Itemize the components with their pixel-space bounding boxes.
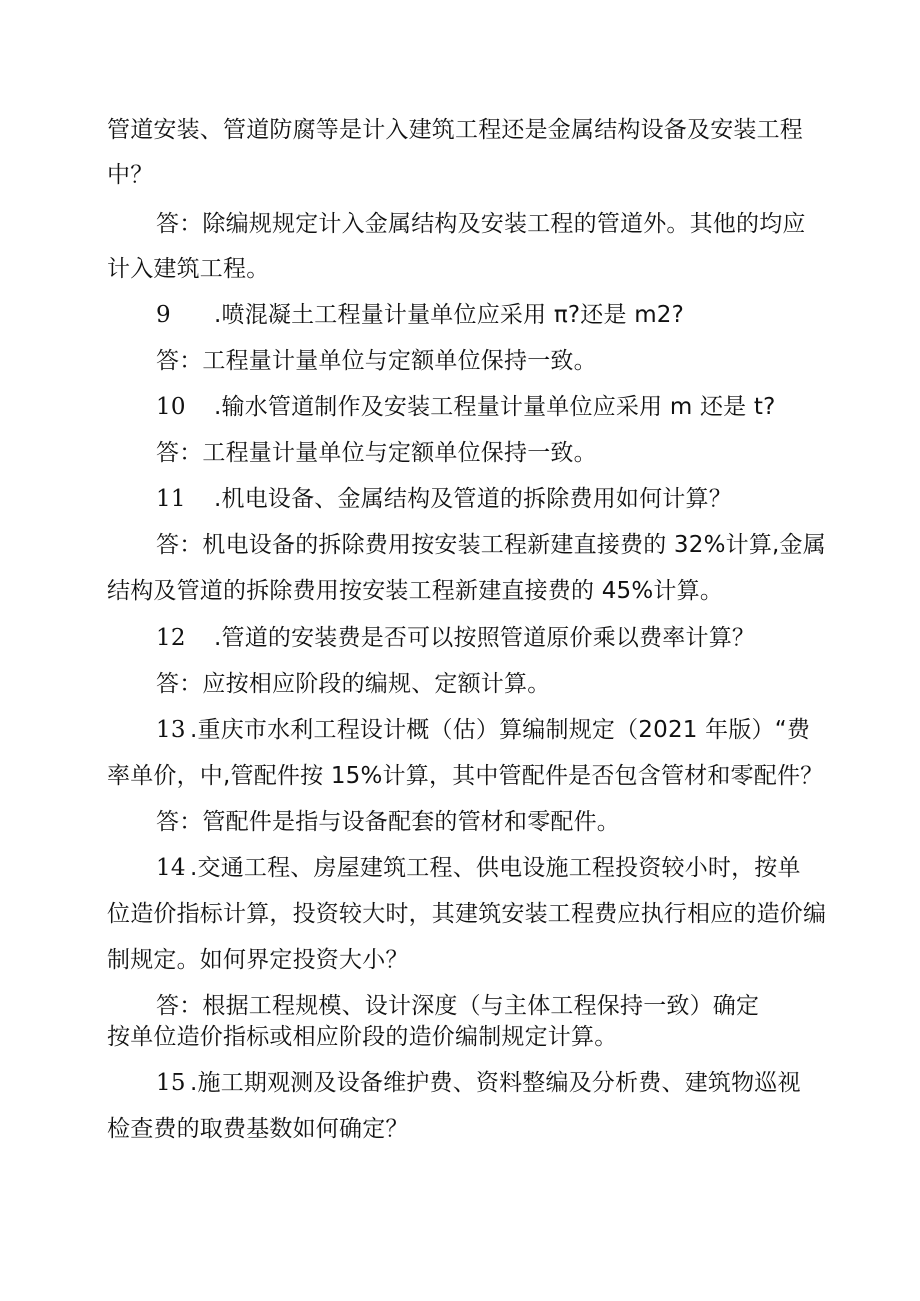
- text-line: 计入建筑工程。: [107, 256, 270, 282]
- answer-line: 答：除编规规定计入金属结构及安装工程的管道外。其他的均应: [156, 211, 806, 237]
- text-line: 检查费的取费基数如何确定？: [107, 1116, 409, 1142]
- question-15: [156, 1068, 801, 1098]
- question-text: .交通工程、房屋建筑工程、供电设施工程投资较小时，按单: [190, 855, 801, 881]
- text-line: 制规定。如何界定投资大小？: [107, 947, 409, 973]
- question-10: [156, 392, 775, 422]
- answer-line: 答：应按相应阶段的编规、定额计算。: [156, 671, 551, 697]
- question-text: .管道的安装费是否可以按照管道原价乘以费率计算？: [214, 625, 756, 651]
- question-number: 13: [156, 717, 186, 743]
- question-number: 15: [156, 1070, 186, 1096]
- answer-line: 答：工程量计量单位与定额单位保持一致。: [156, 440, 597, 466]
- answer-line: 答：根据工程规模、设计深度（与主体工程保持一致）确定: [156, 993, 760, 1019]
- question-number: 12: [156, 625, 186, 651]
- text-line: 位造价指标计算，投资较大时，其建筑安装工程费应执行相应的造价编: [107, 901, 827, 927]
- answer-line: 答：机电设备的拆除费用按安装工程新建直接费的 32%计算,金属: [156, 532, 826, 558]
- question-text: .机电设备、金属结构及管道的拆除费用如何计算？: [214, 486, 732, 512]
- answer-line: 答：工程量计量单位与定额单位保持一致。: [156, 348, 597, 374]
- text-line: 按单位造价指标或相应阶段的造价编制规定计算。: [107, 1024, 618, 1050]
- question-13: [156, 715, 810, 745]
- text-line: 中？: [107, 162, 154, 188]
- text-line: 率单价，中,管配件按 15%计算，其中管配件是否包含管材和零配件？: [107, 763, 824, 789]
- question-number: 9: [156, 302, 171, 328]
- question-text: .重庆市水利工程设计概（估）算编制规定（2021 年版）“费: [190, 717, 811, 743]
- question-9: [156, 300, 684, 330]
- answer-line: 答：管配件是指与设备配套的管材和零配件。: [156, 809, 620, 835]
- question-text: .施工期观测及设备维护费、资料整编及分析费、建筑物巡视: [190, 1070, 801, 1096]
- question-number: 11: [156, 486, 186, 512]
- question-number: 10: [156, 394, 186, 420]
- text-line: 结构及管道的拆除费用按安装工程新建直接费的 45%计算。: [107, 578, 724, 604]
- question-11: [156, 484, 732, 514]
- question-12: [156, 623, 755, 653]
- question-text: .喷混凝土工程量计量单位应采用 π?还是 m2?: [214, 302, 685, 328]
- question-number: 14: [156, 855, 186, 881]
- question-text: .输水管道制作及安装工程量计量单位应采用 m 还是 t?: [214, 394, 776, 420]
- question-14: [156, 853, 801, 883]
- text-line: 管道安装、管道防腐等是计入建筑工程还是金属结构设备及安装工程: [107, 117, 803, 143]
